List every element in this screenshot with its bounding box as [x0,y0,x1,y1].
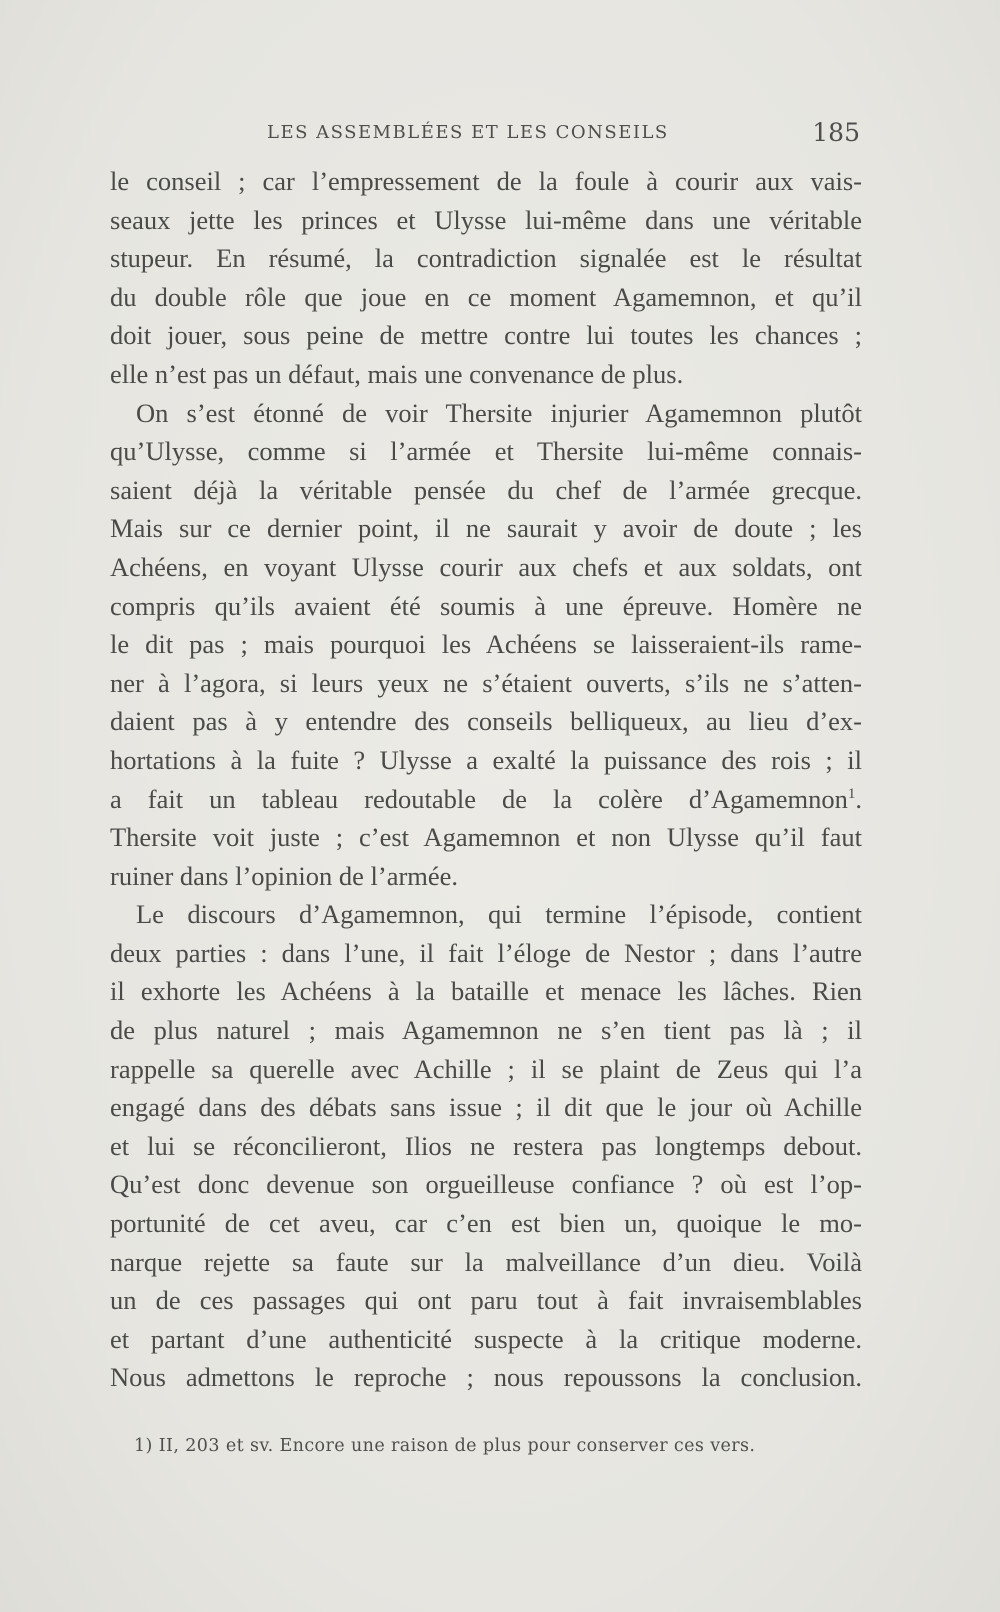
text-line: de plus naturel ; mais Agamemnon ne s’en tient pas là ; il [110,1015,862,1046]
text-line: un de ces passages qui ont paru tout à fait invraisemblables [110,1285,862,1316]
text-line: seaux jette les princes et Ulysse lui-même dans une véritable [110,204,862,235]
trailing-period: . [855,783,862,814]
body-text [110,162,862,1397]
text-line: Mais sur ce dernier point, il ne saurait y avoir de doute ; les [110,513,862,544]
text-line: Nous admettons le reproche ; nous repoussons la conclusion. [110,1362,862,1393]
text-line: narque rejette sa faute sur la malveillance d’un dieu. Voilà [110,1246,862,1277]
paragraph-2 [110,394,862,896]
footnote: 1) II, 203 et sv. Encore une raison de plus pour conserver ces vers. [134,1436,756,1456]
text-line: Achéens, en voyant Ulysse courir aux chefs et aux soldats, ont [110,551,862,582]
footnote-marker: 1 [847,785,856,802]
text-line: elle n’est pas un défaut, mais une convenance de plus. [110,358,684,389]
text-line: rappelle sa querelle avec Achille ; il se plaint de Zeus qui l’a [110,1053,862,1084]
text-line: Qu’est donc devenue son orgueilleuse confiance ? où est l’op- [110,1169,862,1200]
text-line: et lui se réconcilieront, Ilios ne restera pas longtemps debout. [110,1130,862,1161]
text-line: Le discours d’Agamemnon, qui termine l’épisode, contient [136,899,862,930]
text-line: du double rôle que joue en ce moment Agamemnon, et qu’il [110,281,862,312]
running-title: LES ASSEMBLÉES ET LES CONSEILS [267,122,669,143]
running-head [112,118,860,152]
text-line: doit jouer, sous peine de mettre contre lui toutes les chances ; [110,320,862,351]
text-line: le conseil ; car l’empressement de la foule à courir aux vais- [110,166,862,196]
text-line: le dit pas ; mais pourquoi les Achéens se laisseraient-ils rame- [110,629,862,660]
text-line: Thersite voit juste ; c’est Agamemnon et non Ulysse qu’il faut [110,822,862,853]
text-line: il exhorte les Achéens à la bataille et menace les lâches. Rien [110,976,862,1007]
paragraph-3 [110,895,862,1397]
text-line: ruiner dans l’opinion de l’armée. [110,860,459,891]
text-line: deux parties : dans l’une, il fait l’éloge de Nestor ; dans l’autre [110,937,862,968]
text-line: On s’est étonné de voir Thersite injurier Agamemnon plutôt [136,397,862,428]
text-line: engagé dans des débats sans issue ; il dit que le jour où Achille [110,1092,862,1123]
text-line: hortations à la fuite ? Ulysse a exalté la puissance des rois ; il [110,744,862,775]
text-line-content: a fait un tableau redoutable de la colère d’Agamemnon [110,783,848,814]
text-line: compris qu’ils avaient été soumis à une épreuve. Homère ne [110,590,862,621]
text-line: stupeur. En résumé, la contradiction signalée est le résultat [110,243,862,274]
text-line: daient pas à y entendre des conseils belliqueux, au lieu d’ex- [110,706,862,737]
page-number: 185 [812,118,860,147]
text-line: et partant d’une authenticité suspecte à la critique moderne. [110,1323,862,1354]
text-line-with-footnote [110,780,862,819]
paragraph-1 [110,162,862,394]
text-line: ner à l’agora, si leurs yeux ne s’étaient ouverts, s’ils ne s’atten- [110,667,862,698]
text-line: qu’Ulysse, comme si l’armée et Thersite lui-même connais- [110,436,862,467]
text-line: portunité de cet aveu, car c’en est bien un, quoique le mo- [110,1208,862,1239]
text-line: saient déjà la véritable pensée du chef de l’armée grecque. [110,474,862,505]
